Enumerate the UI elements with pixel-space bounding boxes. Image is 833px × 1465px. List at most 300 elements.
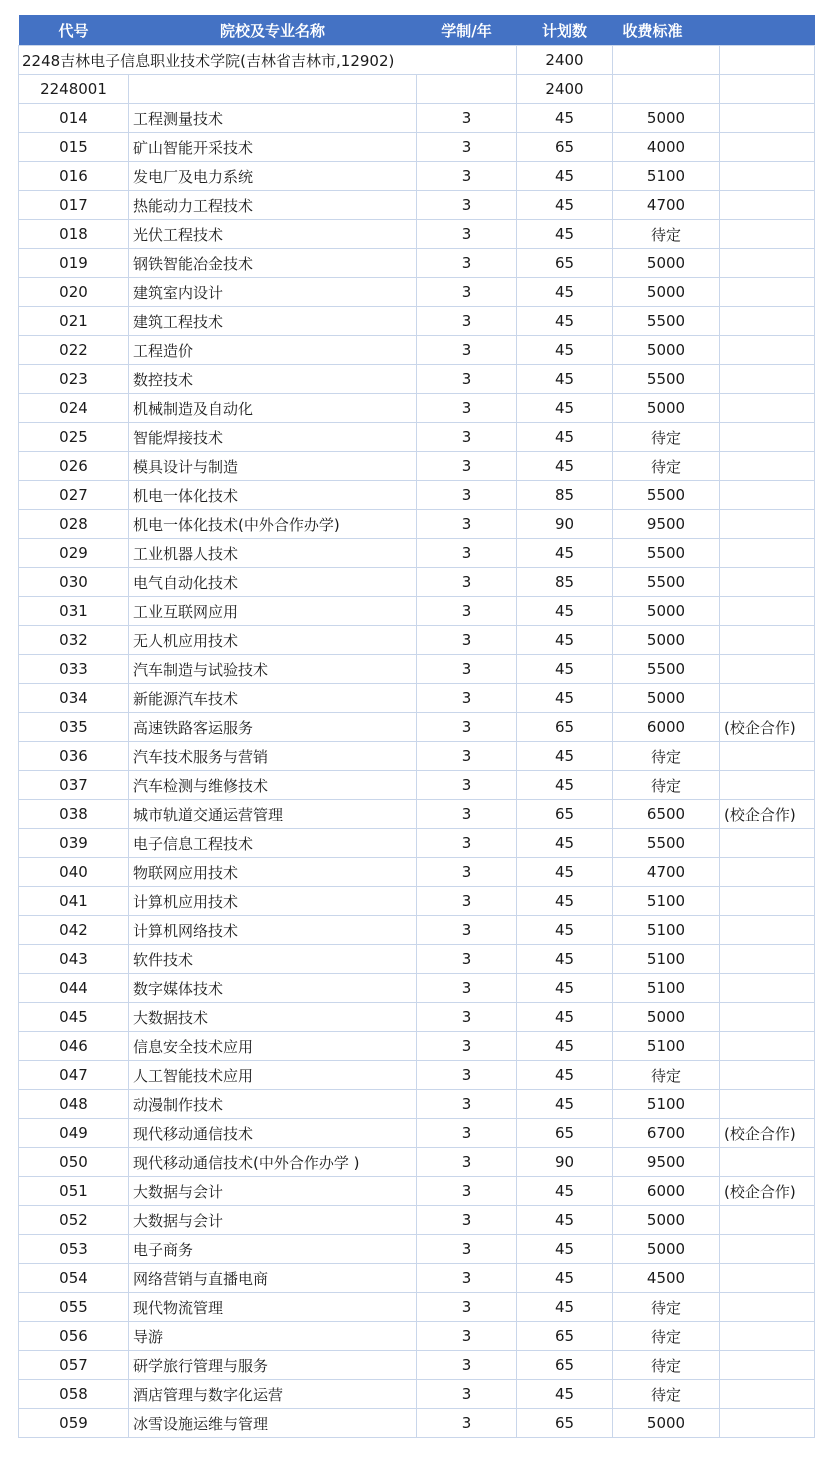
table-row bbox=[19, 742, 815, 771]
major-years: 3 bbox=[417, 974, 517, 1003]
major-note bbox=[720, 1206, 815, 1235]
major-plan: 45 bbox=[517, 1032, 613, 1061]
major-plan: 65 bbox=[517, 1322, 613, 1351]
major-name: 人工智能技术应用 bbox=[129, 1061, 417, 1090]
major-name: 电子商务 bbox=[129, 1235, 417, 1264]
major-code: 031 bbox=[19, 597, 129, 626]
major-years: 3 bbox=[417, 307, 517, 336]
major-note: (校企合作) bbox=[720, 1177, 815, 1206]
group-years bbox=[417, 75, 517, 104]
major-years: 3 bbox=[417, 539, 517, 568]
table-row bbox=[19, 771, 815, 800]
major-note bbox=[720, 742, 815, 771]
group-fee bbox=[613, 75, 720, 104]
major-years: 3 bbox=[417, 597, 517, 626]
major-name: 大数据与会计 bbox=[129, 1206, 417, 1235]
major-fee: 4500 bbox=[613, 1264, 720, 1293]
major-fee: 5500 bbox=[613, 481, 720, 510]
major-fee: 5500 bbox=[613, 365, 720, 394]
major-plan: 65 bbox=[517, 1351, 613, 1380]
major-name: 智能焊接技术 bbox=[129, 423, 417, 452]
major-name: 电气自动化技术 bbox=[129, 568, 417, 597]
major-code: 045 bbox=[19, 1003, 129, 1032]
major-fee: 6700 bbox=[613, 1119, 720, 1148]
major-plan: 45 bbox=[517, 1061, 613, 1090]
major-name: 钢铁智能冶金技术 bbox=[129, 249, 417, 278]
major-plan: 45 bbox=[517, 394, 613, 423]
major-note bbox=[720, 1148, 815, 1177]
major-plan: 90 bbox=[517, 1148, 613, 1177]
major-code: 048 bbox=[19, 1090, 129, 1119]
major-plan: 45 bbox=[517, 423, 613, 452]
major-plan: 45 bbox=[517, 655, 613, 684]
major-name: 光伏工程技术 bbox=[129, 220, 417, 249]
major-code: 052 bbox=[19, 1206, 129, 1235]
major-fee: 待定 bbox=[613, 742, 720, 771]
table-row bbox=[19, 104, 815, 133]
major-name: 酒店管理与数字化运营 bbox=[129, 1380, 417, 1409]
major-code: 039 bbox=[19, 829, 129, 858]
major-note: (校企合作) bbox=[720, 1119, 815, 1148]
major-years: 3 bbox=[417, 1148, 517, 1177]
major-code: 015 bbox=[19, 133, 129, 162]
major-years: 3 bbox=[417, 1090, 517, 1119]
major-name: 动漫制作技术 bbox=[129, 1090, 417, 1119]
major-name: 信息安全技术应用 bbox=[129, 1032, 417, 1061]
major-name: 矿山智能开采技术 bbox=[129, 133, 417, 162]
major-note bbox=[720, 539, 815, 568]
header-fee: 收费标准 bbox=[613, 15, 720, 46]
major-fee: 5100 bbox=[613, 887, 720, 916]
table-row bbox=[19, 1206, 815, 1235]
major-fee: 待定 bbox=[613, 771, 720, 800]
major-plan: 45 bbox=[517, 1264, 613, 1293]
major-name: 工业互联网应用 bbox=[129, 597, 417, 626]
major-note bbox=[720, 336, 815, 365]
major-note bbox=[720, 365, 815, 394]
major-plan: 45 bbox=[517, 858, 613, 887]
major-name: 大数据与会计 bbox=[129, 1177, 417, 1206]
table-row bbox=[19, 1264, 815, 1293]
table-row bbox=[19, 916, 815, 945]
major-code: 029 bbox=[19, 539, 129, 568]
major-name: 现代移动通信技术(中外合作办学 ) bbox=[129, 1148, 417, 1177]
major-fee: 5100 bbox=[613, 916, 720, 945]
major-fee: 5100 bbox=[613, 945, 720, 974]
major-years: 3 bbox=[417, 133, 517, 162]
major-name: 机电一体化技术 bbox=[129, 481, 417, 510]
major-code: 037 bbox=[19, 771, 129, 800]
major-years: 3 bbox=[417, 1409, 517, 1438]
table-row bbox=[19, 481, 815, 510]
major-name: 模具设计与制造 bbox=[129, 452, 417, 481]
major-years: 3 bbox=[417, 1322, 517, 1351]
major-years: 3 bbox=[417, 336, 517, 365]
school-row bbox=[19, 46, 815, 75]
major-code: 036 bbox=[19, 742, 129, 771]
major-code: 016 bbox=[19, 162, 129, 191]
major-note bbox=[720, 1322, 815, 1351]
major-name: 软件技术 bbox=[129, 945, 417, 974]
major-name: 高速铁路客运服务 bbox=[129, 713, 417, 742]
major-fee: 待定 bbox=[613, 220, 720, 249]
table-row bbox=[19, 974, 815, 1003]
table-row bbox=[19, 1177, 815, 1206]
table-row bbox=[19, 1090, 815, 1119]
table-row bbox=[19, 945, 815, 974]
major-plan: 45 bbox=[517, 684, 613, 713]
major-fee: 待定 bbox=[613, 1380, 720, 1409]
major-name: 数控技术 bbox=[129, 365, 417, 394]
major-plan: 45 bbox=[517, 539, 613, 568]
major-name: 汽车检测与维修技术 bbox=[129, 771, 417, 800]
table-row bbox=[19, 1293, 815, 1322]
major-note bbox=[720, 597, 815, 626]
table-row bbox=[19, 1351, 815, 1380]
major-note bbox=[720, 568, 815, 597]
table-row bbox=[19, 1032, 815, 1061]
major-note bbox=[720, 684, 815, 713]
major-plan: 45 bbox=[517, 1380, 613, 1409]
school-plan: 2400 bbox=[517, 46, 613, 75]
major-name: 现代移动通信技术 bbox=[129, 1119, 417, 1148]
major-fee: 6500 bbox=[613, 800, 720, 829]
major-fee: 5000 bbox=[613, 336, 720, 365]
table-row bbox=[19, 1409, 815, 1438]
major-note: (校企合作) bbox=[720, 713, 815, 742]
major-name: 发电厂及电力系统 bbox=[129, 162, 417, 191]
major-note bbox=[720, 1003, 815, 1032]
major-years: 3 bbox=[417, 916, 517, 945]
major-plan: 45 bbox=[517, 1090, 613, 1119]
major-years: 3 bbox=[417, 771, 517, 800]
major-years: 3 bbox=[417, 713, 517, 742]
major-years: 3 bbox=[417, 684, 517, 713]
major-note bbox=[720, 1409, 815, 1438]
major-note bbox=[720, 1380, 815, 1409]
major-note bbox=[720, 858, 815, 887]
table-row bbox=[19, 655, 815, 684]
group-row bbox=[19, 75, 815, 104]
major-note bbox=[720, 974, 815, 1003]
major-note bbox=[720, 1264, 815, 1293]
major-fee: 5100 bbox=[613, 1032, 720, 1061]
major-years: 3 bbox=[417, 1003, 517, 1032]
header-code: 代号 bbox=[19, 15, 129, 46]
major-plan: 45 bbox=[517, 974, 613, 1003]
major-fee: 5500 bbox=[613, 568, 720, 597]
major-plan: 45 bbox=[517, 336, 613, 365]
major-plan: 65 bbox=[517, 249, 613, 278]
major-note bbox=[720, 887, 815, 916]
major-fee: 待定 bbox=[613, 423, 720, 452]
major-fee: 4700 bbox=[613, 191, 720, 220]
group-plan: 2400 bbox=[517, 75, 613, 104]
major-plan: 45 bbox=[517, 597, 613, 626]
major-code: 055 bbox=[19, 1293, 129, 1322]
major-years: 3 bbox=[417, 1177, 517, 1206]
major-code: 030 bbox=[19, 568, 129, 597]
table-row bbox=[19, 1322, 815, 1351]
major-name: 网络营销与直播电商 bbox=[129, 1264, 417, 1293]
major-years: 3 bbox=[417, 626, 517, 655]
major-note: (校企合作) bbox=[720, 800, 815, 829]
major-note bbox=[720, 1235, 815, 1264]
major-name: 计算机网络技术 bbox=[129, 916, 417, 945]
major-name: 导游 bbox=[129, 1322, 417, 1351]
major-years: 3 bbox=[417, 655, 517, 684]
table-row bbox=[19, 336, 815, 365]
major-years: 3 bbox=[417, 1351, 517, 1380]
major-years: 3 bbox=[417, 1235, 517, 1264]
major-plan: 65 bbox=[517, 1409, 613, 1438]
major-note bbox=[720, 481, 815, 510]
major-years: 3 bbox=[417, 1032, 517, 1061]
major-plan: 85 bbox=[517, 568, 613, 597]
major-note bbox=[720, 829, 815, 858]
major-code: 054 bbox=[19, 1264, 129, 1293]
major-note bbox=[720, 945, 815, 974]
table-row bbox=[19, 684, 815, 713]
table-row bbox=[19, 394, 815, 423]
major-plan: 65 bbox=[517, 713, 613, 742]
major-code: 042 bbox=[19, 916, 129, 945]
major-fee: 5000 bbox=[613, 1235, 720, 1264]
major-plan: 65 bbox=[517, 133, 613, 162]
major-years: 3 bbox=[417, 481, 517, 510]
table-row bbox=[19, 452, 815, 481]
major-plan: 90 bbox=[517, 510, 613, 539]
table-row bbox=[19, 887, 815, 916]
major-note bbox=[720, 1032, 815, 1061]
major-plan: 45 bbox=[517, 104, 613, 133]
major-fee: 5000 bbox=[613, 249, 720, 278]
major-fee: 9500 bbox=[613, 1148, 720, 1177]
major-fee: 待定 bbox=[613, 1322, 720, 1351]
major-plan: 45 bbox=[517, 220, 613, 249]
group-code: 2248001 bbox=[19, 75, 129, 104]
major-years: 3 bbox=[417, 162, 517, 191]
major-plan: 45 bbox=[517, 916, 613, 945]
major-name: 新能源汽车技术 bbox=[129, 684, 417, 713]
major-years: 3 bbox=[417, 452, 517, 481]
group-note bbox=[720, 75, 815, 104]
major-plan: 45 bbox=[517, 1003, 613, 1032]
major-years: 3 bbox=[417, 278, 517, 307]
major-fee: 5000 bbox=[613, 1003, 720, 1032]
major-name: 建筑室内设计 bbox=[129, 278, 417, 307]
table-row bbox=[19, 539, 815, 568]
major-fee: 5500 bbox=[613, 655, 720, 684]
major-years: 3 bbox=[417, 1293, 517, 1322]
major-years: 3 bbox=[417, 800, 517, 829]
major-plan: 45 bbox=[517, 626, 613, 655]
major-fee: 5000 bbox=[613, 278, 720, 307]
major-fee: 5000 bbox=[613, 394, 720, 423]
major-years: 3 bbox=[417, 1206, 517, 1235]
major-note bbox=[720, 1090, 815, 1119]
table-row bbox=[19, 191, 815, 220]
major-code: 047 bbox=[19, 1061, 129, 1090]
table-row bbox=[19, 568, 815, 597]
major-code: 056 bbox=[19, 1322, 129, 1351]
major-fee: 待定 bbox=[613, 1061, 720, 1090]
major-code: 035 bbox=[19, 713, 129, 742]
major-fee: 5100 bbox=[613, 1090, 720, 1119]
major-fee: 6000 bbox=[613, 713, 720, 742]
major-code: 058 bbox=[19, 1380, 129, 1409]
major-name: 计算机应用技术 bbox=[129, 887, 417, 916]
major-plan: 45 bbox=[517, 191, 613, 220]
major-fee: 待定 bbox=[613, 1351, 720, 1380]
table-row bbox=[19, 1119, 815, 1148]
major-years: 3 bbox=[417, 423, 517, 452]
major-code: 046 bbox=[19, 1032, 129, 1061]
major-fee: 5500 bbox=[613, 829, 720, 858]
major-code: 050 bbox=[19, 1148, 129, 1177]
major-plan: 45 bbox=[517, 1177, 613, 1206]
major-years: 3 bbox=[417, 829, 517, 858]
major-note bbox=[720, 510, 815, 539]
major-name: 现代物流管理 bbox=[129, 1293, 417, 1322]
table-row bbox=[19, 800, 815, 829]
major-name: 工程测量技术 bbox=[129, 104, 417, 133]
major-fee: 5000 bbox=[613, 1206, 720, 1235]
major-fee: 5000 bbox=[613, 597, 720, 626]
table-row bbox=[19, 162, 815, 191]
major-note bbox=[720, 220, 815, 249]
major-name: 大数据技术 bbox=[129, 1003, 417, 1032]
table-row bbox=[19, 858, 815, 887]
table-row bbox=[19, 713, 815, 742]
major-plan: 45 bbox=[517, 771, 613, 800]
major-years: 3 bbox=[417, 887, 517, 916]
major-plan: 65 bbox=[517, 1119, 613, 1148]
major-code: 025 bbox=[19, 423, 129, 452]
major-note bbox=[720, 655, 815, 684]
major-fee: 待定 bbox=[613, 452, 720, 481]
header-name: 院校及专业名称 bbox=[129, 15, 417, 46]
major-note bbox=[720, 452, 815, 481]
major-note bbox=[720, 133, 815, 162]
major-code: 026 bbox=[19, 452, 129, 481]
major-code: 059 bbox=[19, 1409, 129, 1438]
school-note bbox=[720, 46, 815, 75]
major-plan: 45 bbox=[517, 1206, 613, 1235]
major-plan: 45 bbox=[517, 452, 613, 481]
major-years: 3 bbox=[417, 510, 517, 539]
major-code: 018 bbox=[19, 220, 129, 249]
major-years: 3 bbox=[417, 1264, 517, 1293]
major-code: 022 bbox=[19, 336, 129, 365]
major-code: 040 bbox=[19, 858, 129, 887]
major-note bbox=[720, 626, 815, 655]
major-name: 无人机应用技术 bbox=[129, 626, 417, 655]
major-years: 3 bbox=[417, 220, 517, 249]
major-plan: 45 bbox=[517, 887, 613, 916]
major-note bbox=[720, 307, 815, 336]
major-code: 038 bbox=[19, 800, 129, 829]
major-name: 数字媒体技术 bbox=[129, 974, 417, 1003]
major-note bbox=[720, 1061, 815, 1090]
major-name: 工程造价 bbox=[129, 336, 417, 365]
major-name: 工业机器人技术 bbox=[129, 539, 417, 568]
major-fee: 9500 bbox=[613, 510, 720, 539]
table-row bbox=[19, 1061, 815, 1090]
major-plan: 45 bbox=[517, 307, 613, 336]
school-name: 2248吉林电子信息职业技术学院(吉林省吉林市,12902) bbox=[19, 46, 517, 75]
major-fee: 4000 bbox=[613, 133, 720, 162]
major-years: 3 bbox=[417, 104, 517, 133]
major-years: 3 bbox=[417, 1380, 517, 1409]
major-note bbox=[720, 1351, 815, 1380]
table-row bbox=[19, 510, 815, 539]
major-code: 049 bbox=[19, 1119, 129, 1148]
major-plan: 45 bbox=[517, 365, 613, 394]
major-name: 电子信息工程技术 bbox=[129, 829, 417, 858]
table-row bbox=[19, 249, 815, 278]
major-years: 3 bbox=[417, 249, 517, 278]
major-note bbox=[720, 278, 815, 307]
major-code: 057 bbox=[19, 1351, 129, 1380]
major-code: 027 bbox=[19, 481, 129, 510]
major-years: 3 bbox=[417, 394, 517, 423]
major-years: 3 bbox=[417, 568, 517, 597]
major-code: 028 bbox=[19, 510, 129, 539]
major-name: 冰雪设施运维与管理 bbox=[129, 1409, 417, 1438]
major-code: 020 bbox=[19, 278, 129, 307]
major-years: 3 bbox=[417, 365, 517, 394]
major-code: 014 bbox=[19, 104, 129, 133]
table-row bbox=[19, 1003, 815, 1032]
major-note bbox=[720, 771, 815, 800]
major-name: 物联网应用技术 bbox=[129, 858, 417, 887]
major-note bbox=[720, 162, 815, 191]
enrollment-plan-table bbox=[18, 15, 815, 1438]
major-fee: 5000 bbox=[613, 1409, 720, 1438]
major-name: 城市轨道交通运营管理 bbox=[129, 800, 417, 829]
major-fee: 5500 bbox=[613, 539, 720, 568]
table-row bbox=[19, 220, 815, 249]
major-plan: 45 bbox=[517, 1235, 613, 1264]
major-years: 3 bbox=[417, 858, 517, 887]
major-code: 033 bbox=[19, 655, 129, 684]
group-name bbox=[129, 75, 417, 104]
major-code: 051 bbox=[19, 1177, 129, 1206]
major-fee: 6000 bbox=[613, 1177, 720, 1206]
major-years: 3 bbox=[417, 191, 517, 220]
major-plan: 45 bbox=[517, 742, 613, 771]
table-row bbox=[19, 278, 815, 307]
table-header-row bbox=[19, 15, 815, 46]
major-code: 032 bbox=[19, 626, 129, 655]
major-plan: 85 bbox=[517, 481, 613, 510]
table-row bbox=[19, 133, 815, 162]
major-code: 017 bbox=[19, 191, 129, 220]
major-plan: 45 bbox=[517, 945, 613, 974]
major-name: 汽车技术服务与营销 bbox=[129, 742, 417, 771]
major-code: 023 bbox=[19, 365, 129, 394]
major-name: 机械制造及自动化 bbox=[129, 394, 417, 423]
major-code: 019 bbox=[19, 249, 129, 278]
major-years: 3 bbox=[417, 1119, 517, 1148]
major-code: 053 bbox=[19, 1235, 129, 1264]
major-fee: 5100 bbox=[613, 974, 720, 1003]
major-years: 3 bbox=[417, 742, 517, 771]
major-code: 034 bbox=[19, 684, 129, 713]
major-note bbox=[720, 1293, 815, 1322]
major-name: 热能动力工程技术 bbox=[129, 191, 417, 220]
